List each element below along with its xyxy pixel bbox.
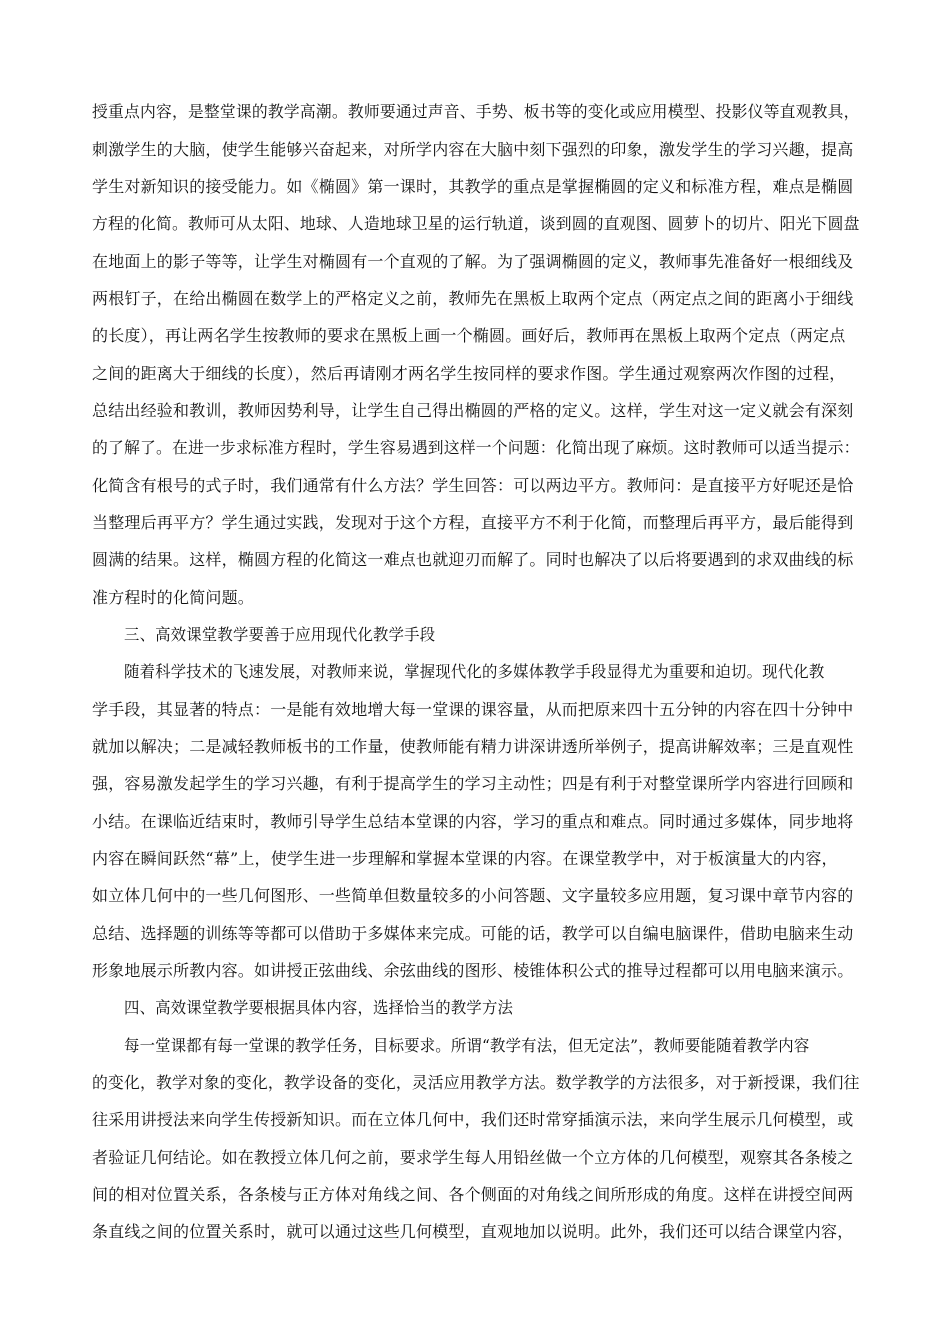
text-line: 准方程时的化简问题。 [92, 588, 255, 607]
text-line: 如立体几何中的一些几何图形、一些简单但数量较多的小问答题、文字量较多应用题，复习课中章节内容的 [92, 886, 854, 905]
text-line: 总结、选择题的训练等等都可以借助于多媒体来完成。可能的话，教学可以自编电脑课件，借助电脑来生动 [92, 924, 854, 943]
text-line: 学手段，其显著的特点：一是能有效地增大每一堂课的课容量，从而把原来四十五分钟的内容在四十分钟中 [92, 700, 854, 719]
text-line: 刺激学生的大脑，使学生能够兴奋起来，对所学内容在大脑中刻下强烈的印象，激发学生的学习兴趣，提高 [92, 140, 854, 159]
text-line: 之间的距离大于细线的长度），然后再请刚才两名学生按同样的要求作图。学生通过观察两次作图的过程， [92, 364, 846, 383]
text-line: 的长度），再让两名学生按教师的要求在黑板上画一个椭圆。画好后，教师再在黑板上取两个定点（两定点 [92, 326, 846, 345]
text-line: 圆满的结果。这样，椭圆方程的化简这一难点也就迎刃而解了。同时也解决了以后将要遇到的求双曲线的标 [92, 550, 854, 569]
section-heading: 三、高效课堂教学要善于应用现代化教学手段 [124, 625, 436, 644]
text-line: 当整理后再平方？学生通过实践，发现对于这个方程，直接平方不利于化简，而整理后再平方，最后能得到 [92, 513, 854, 532]
text-line: 每一堂课都有每一堂课的教学任务，目标要求。所谓“教学有法，但无定法”，教师要能随着教学内容 [124, 1036, 810, 1055]
section-heading: 四、高效课堂教学要根据具体内容，选择恰当的教学方法 [124, 998, 514, 1017]
text-line: 授重点内容，是整堂课的教学高潮。教师要通过声音、手势、板书等的变化或应用模型、投影仪等直观教具， [92, 102, 860, 121]
text-line: 化简含有根号的式子时，我们通常有什么方法？学生回答：可以两边平方。教师问：是直接平方好呢还是恰 [92, 476, 854, 495]
text-line: 条直线之间的位置关系时，就可以通过这些几何模型，直观地加以说明。此外，我们还可以结合课堂内容， [92, 1222, 854, 1241]
text-line: 随着科学技术的飞速发展，对教师来说，掌握现代化的多媒体教学手段显得尤为重要和迫切。现代化教 [124, 662, 825, 681]
text-line: 强，容易激发起学生的学习兴趣，有利于提高学生的学习主动性；四是有利于对整堂课所学内容进行回顾和 [92, 774, 854, 793]
text-line: 方程的化简。教师可从太阳、地球、人造地球卫星的运行轨道，谈到圆的直观图、圆萝卜的切片、阳光下圆盘 [92, 214, 860, 233]
text-line: 内容在瞬间跃然“幕”上，使学生进一步理解和掌握本堂课的内容。在课堂教学中，对于板演量大的内容， [92, 849, 838, 868]
text-line: 间的相对位置关系，各条棱与正方体对角线之间、各个侧面的对角线之间所形成的角度。这样在讲授空间两 [92, 1185, 854, 1204]
text-line: 在地面上的影子等等，让学生对椭圆有一个直观的了解。为了强调椭圆的定义，教师事先准备好一根细线及 [92, 252, 854, 271]
text-line: 的变化，教学对象的变化，教学设备的变化，灵活应用教学方法。数学教学的方法很多，对于新授课，我们往 [92, 1073, 860, 1092]
text-line: 往采用讲授法来向学生传授新知识。而在立体几何中，我们还时常穿插演示法，来向学生展示几何模型，或 [92, 1110, 854, 1129]
text-line: 形象地展示所教内容。如讲授正弦曲线、余弦曲线的图形、棱锥体积公式的推导过程都可以用电脑来演示。 [92, 961, 854, 980]
text-line: 总结出经验和教训，教师因势利导，让学生自己得出椭圆的严格的定义。这样，学生对这一定义就会有深刻 [92, 401, 854, 420]
text-line: 的了解了。在进一步求标准方程时，学生容易遇到这样一个问题：化简出现了麻烦。这时教师可以适当提示： [92, 438, 860, 457]
text-line: 两根钉子，在给出椭圆在数学上的严格定义之前，教师先在黑板上取两个定点（两定点之间的距离小于细线 [92, 289, 854, 308]
text-line: 就加以解决；二是减轻教师板书的工作量，使教师能有精力讲深讲透所举例子，提高讲解效率；三是直观性 [92, 737, 854, 756]
text-line: 小结。在课临近结束时，教师引导学生总结本堂课的内容，学习的重点和难点。同时通过多媒体，同步地将 [92, 812, 854, 831]
text-line: 学生对新知识的接受能力。如《椭圆》第一课时，其教学的重点是掌握椭圆的定义和标准方程，难点是椭圆 [92, 177, 854, 196]
text-line: 者验证几何结论。如在教授立体几何之前，要求学生每人用铅丝做一个立方体的几何模型，观察其各条棱之 [92, 1148, 854, 1167]
